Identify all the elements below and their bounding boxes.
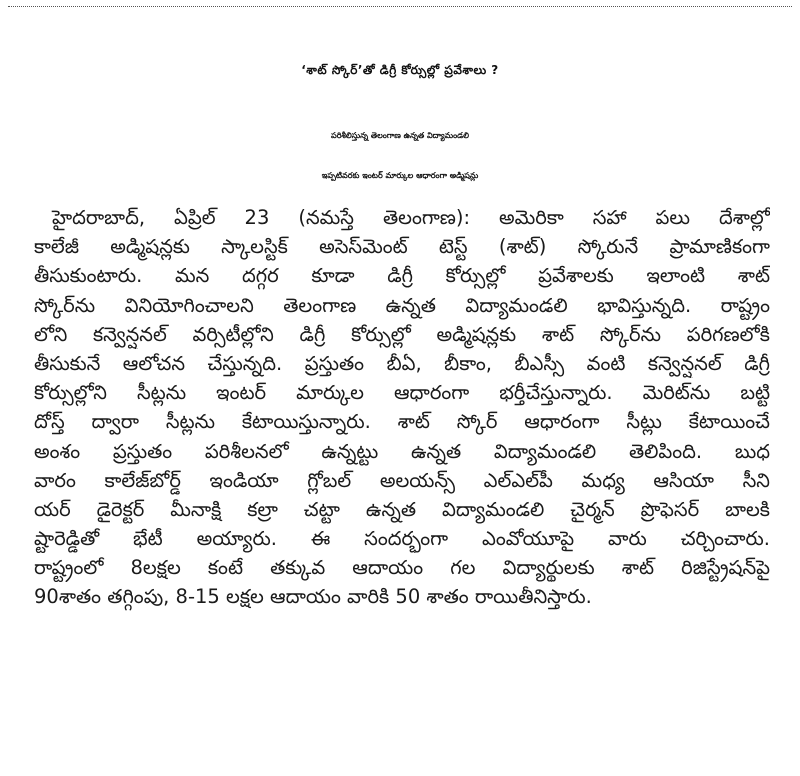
body-line: రాష్ట్రంలో 8లక్షల కంటే తక్కువ ఆదాయం గల విద్యార్థులకు శాట్ రిజిస్ట్రేషన్‌పై bbox=[34, 556, 770, 580]
body-line: ష్టారెడ్డితో భేటీ అయ్యారు. ఈ సందర్భంగా ఎంవోయూపై వారు చర్చించారు. bbox=[34, 527, 770, 551]
body-line: తీసుకునే ఆలోచన చేస్తున్నది. ప్రస్తుతం బీఏ, బీకాం, బీఎస్సీ వంటి కన్వెన్షనల్ డిగ్రీ bbox=[34, 351, 770, 375]
body-line: యర్ డైరెక్టర్ మీనాక్షి కల్రా చట్టా ఉన్నత విద్యామండలి చైర్మన్ ప్రొఫెసర్ బాలకి bbox=[34, 497, 770, 521]
body-line: అంశం ప్రస్తుతం పరిశీలనలో ఉన్నట్టు ఉన్నత విద్యామండలి తెలిపింది. బుధ bbox=[34, 439, 770, 463]
body-line: హైదరాబాద్, ఏప్రిల్ 23 (నమస్తే తెలంగాణ): అమెరికా సహా పలు దేశాల్లో bbox=[52, 206, 770, 229]
subheadline-line-1: పరిశీలిస్తున్న తెలంగాణ ఉన్నత విద్యామండలి bbox=[331, 131, 469, 140]
subheadline-line-2: ఇప్పటివరకు ఇంటర్ మార్కుల ఆధారంగా అడ్మిషన్లు bbox=[321, 171, 479, 180]
body-line: దోస్త్ ద్వారా సీట్లను కేటాయిస్తున్నారు. శాట్ స్కోర్ ఆధారంగా సీట్లు కేటాయించే bbox=[34, 410, 770, 434]
body-line: వారం కాలేజ్‌బోర్డ్ ఇండియా గ్లోబల్ అలయన్స్ ఎల్ఎల్‌పీ మధ్య ఆసియా సీని bbox=[34, 468, 770, 492]
body-line: కోర్సుల్లోని సీట్లను ఇంటర్ మార్కుల ఆధారంగా భర్తీచేస్తున్నారు. మెరిట్‌ను బట్టి bbox=[34, 381, 770, 405]
body-line: 90శాతం తగ్గింపు, 8-15 లక్షల ఆదాయం వారికి 50 శాతం రాయితీనిస్తారు. bbox=[34, 585, 592, 609]
top-dotted-rule bbox=[8, 6, 792, 7]
headline: ‘శాట్ స్కోర్’తో డిగ్రీ కోర్సుల్లో ప్రవేశాలు ? bbox=[301, 63, 499, 77]
body-line: లోని కన్వెన్షనల్ వర్సిటీల్లోని డిగ్రీ కోర్సుల్లో అడ్మిషన్లకు శాట్ స్కోర్‌ను పరిగణలోకి bbox=[34, 322, 770, 346]
body-line: స్కోర్‌ను వినియోగించాలని తెలంగాణ ఉన్నత విద్యామండలి భావిస్తున్నది. రాష్ట్రం bbox=[34, 293, 770, 317]
body-line: కాలేజీ అడ్మిషన్లకు స్కాలస్టిక్ అసెస్‌మెంట్ టెస్ట్ (శాట్) స్కోరునే ప్రామాణికంగా bbox=[34, 235, 770, 259]
article-body bbox=[34, 203, 770, 612]
body-line: తీసుకుంటారు. మన దగ్గర కూడా డిగ్రీ కోర్సుల్లో ప్రవేశాలకు ఇలాంటి శాట్ bbox=[34, 264, 770, 288]
